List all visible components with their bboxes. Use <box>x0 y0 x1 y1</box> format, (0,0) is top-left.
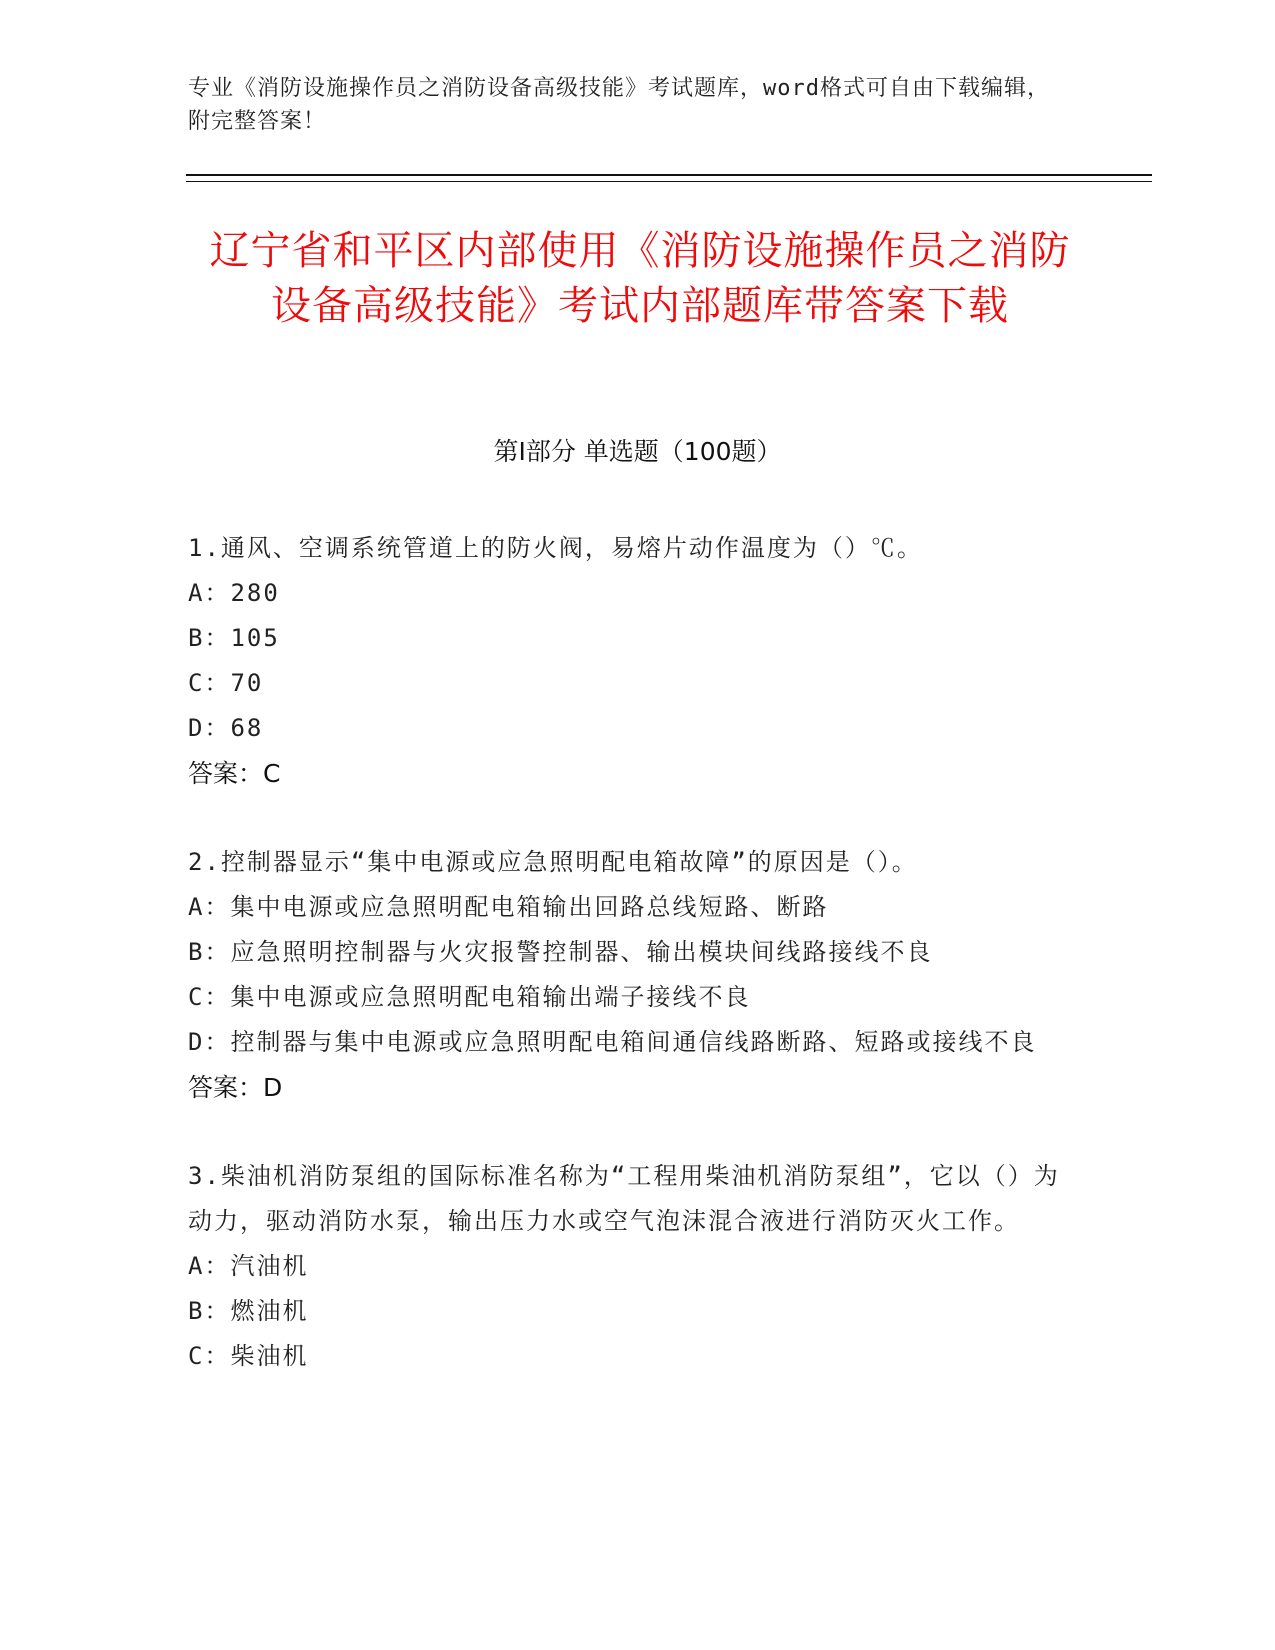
option-b: B：燃油机 <box>188 1297 309 1325</box>
option-c: C：70 <box>188 669 264 697</box>
question-item <box>188 840 1068 1110</box>
question-stem: 3.柴油机消防泵组的国际标准名称为“工程用柴油机消防泵组”，它以（）为动力，驱动消防水泵，输出压力水或空气泡沫混合液进行消防灭火工作。 <box>188 1162 1060 1235</box>
question-item <box>188 526 1068 796</box>
question-item <box>188 1154 1068 1379</box>
question-list <box>188 526 1068 1423</box>
option-c: C：集中电源或应急照明配电箱输出端子接线不良 <box>188 983 751 1011</box>
answer-line: 答案：D <box>188 1073 283 1102</box>
option-d: D：68 <box>188 714 264 742</box>
document-title: 辽宁省和平区内部使用《消防设施操作员之消防设备高级技能》考试内部题库带答案下载 <box>209 228 1071 329</box>
header-note: 专业《消防设施操作员之消防设备高级技能》考试题库，word格式可自由下载编辑，附完整答案！ <box>188 76 1050 134</box>
question-stem: 1.通风、空调系统管道上的防火阀，易熔片动作温度为（）℃。 <box>188 534 923 562</box>
section-heading: 第I部分 单选题（100题） <box>493 437 782 466</box>
option-b: B：应急照明控制器与火灾报警控制器、输出模块间线路接线不良 <box>188 938 933 966</box>
option-c: C：柴油机 <box>188 1342 309 1370</box>
option-d: D：控制器与集中电源或应急照明配电箱间通信线路断路、短路或接线不良 <box>188 1028 1037 1056</box>
option-b: B：105 <box>188 624 280 652</box>
option-a: A：280 <box>188 579 280 607</box>
answer-line: 答案：C <box>188 759 281 788</box>
header-divider-thick <box>186 174 1152 176</box>
option-a: A：汽油机 <box>188 1252 309 1280</box>
question-stem: 2.控制器显示“集中电源或应急照明配电箱故障”的原因是（）。 <box>188 848 918 876</box>
header-divider-thin <box>186 181 1152 182</box>
option-a: A：集中电源或应急照明配电箱输出回路总线短路、断路 <box>188 893 829 921</box>
